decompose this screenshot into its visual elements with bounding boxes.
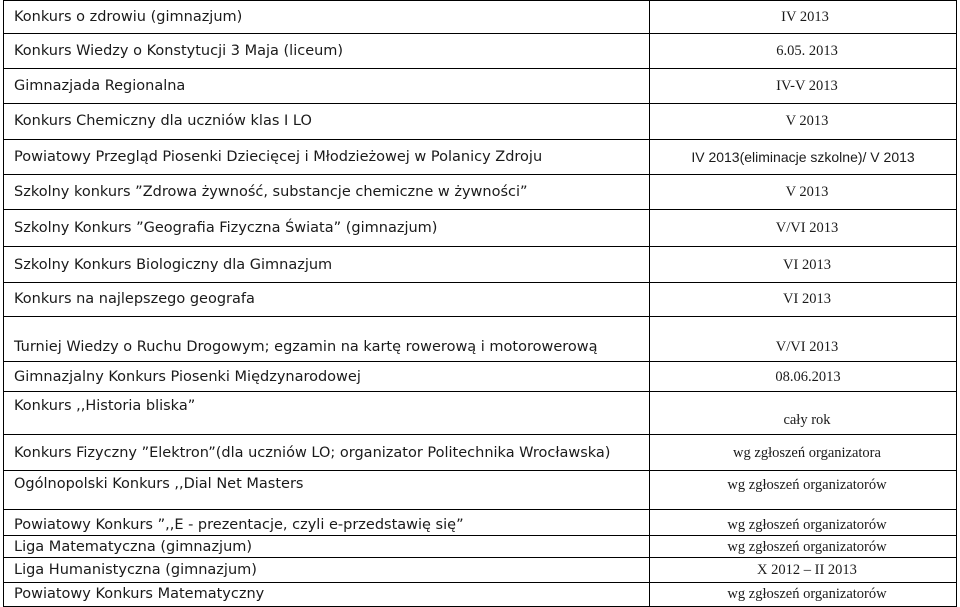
competition-name: Ogólnopolski Konkurs ,,Dial Net Masters (4, 471, 650, 509)
competition-date: X 2012 – II 2013 (650, 558, 957, 582)
competition-date: V 2013 (650, 174, 957, 209)
table-row (4, 68, 957, 103)
table-row (4, 174, 957, 209)
competition-date: cały rok (650, 392, 957, 434)
table-row (4, 316, 957, 362)
table-row (4, 392, 957, 434)
table-row (4, 558, 957, 582)
competition-name: Konkurs na najlepszego geografa (4, 283, 650, 316)
competition-date: V/VI 2013 (650, 316, 957, 362)
competition-name: Liga Humanistyczna (gimnazjum) (4, 558, 650, 582)
table-row (4, 582, 957, 606)
competition-date: V/VI 2013 (650, 210, 957, 246)
competition-date: IV 2013(eliminacje szkolne)/ V 2013 (650, 139, 957, 174)
competition-date: wg zgłoszeń organizatora (650, 434, 957, 470)
table-row (4, 283, 957, 316)
competition-date: VI 2013 (650, 246, 957, 282)
table-row (4, 246, 957, 282)
table-row (4, 104, 957, 139)
table-row (4, 509, 957, 535)
table-row (4, 34, 957, 68)
competition-name: Szkolny konkurs ”Zdrowa żywność, substancje chemiczne w żywności” (4, 174, 650, 209)
competition-name: Szkolny Konkurs ”Geografia Fizyczna Świata” (gimnazjum) (4, 210, 650, 246)
competition-name: Gimnazjalny Konkurs Piosenki Międzynarodowej (4, 362, 650, 392)
table-row (4, 536, 957, 558)
competition-date: 6.05. 2013 (650, 34, 957, 68)
table-row (4, 210, 957, 246)
competition-date: VI 2013 (650, 283, 957, 316)
competition-name: Powiatowy Konkurs ”,,E - prezentacje, czyli e-przedstawię się” (4, 509, 650, 535)
table-row (4, 1, 957, 34)
competition-name: Konkurs ,,Historia bliska” (4, 392, 650, 434)
table-row (4, 362, 957, 392)
competition-name: Konkurs Chemiczny dla uczniów klas I LO (4, 104, 650, 139)
competition-date: IV 2013 (650, 1, 957, 34)
competition-date: wg zgłoszeń organizatorów (650, 471, 957, 509)
competition-name: Gimnazjada Regionalna (4, 68, 650, 103)
competition-name: Szkolny Konkurs Biologiczny dla Gimnazjum (4, 246, 650, 282)
competition-date: wg zgłoszeń organizatorów (650, 582, 957, 606)
competitions-table (3, 0, 957, 607)
competition-name: Konkurs o zdrowiu (gimnazjum) (4, 1, 650, 34)
competition-name: Liga Matematyczna (gimnazjum) (4, 536, 650, 558)
competition-name: Turniej Wiedzy o Ruchu Drogowym; egzamin na kartę rowerową i motorowerową (4, 316, 650, 362)
competition-name: Powiatowy Przegląd Piosenki Dziecięcej i Młodzieżowej w Polanicy Zdroju (4, 139, 650, 174)
competition-date: IV-V 2013 (650, 68, 957, 103)
competition-date: 08.06.2013 (650, 362, 957, 392)
competition-name: Powiatowy Konkurs Matematyczny (4, 582, 650, 606)
table-row (4, 434, 957, 470)
table-row (4, 471, 957, 509)
competition-date: wg zgłoszeń organizatorów (650, 509, 957, 535)
competition-date: V 2013 (650, 104, 957, 139)
competition-name: Konkurs Fizyczny ”Elektron”(dla uczniów LO; organizator Politechnika Wrocławska) (4, 434, 650, 470)
competition-name: Konkurs Wiedzy o Konstytucji 3 Maja (liceum) (4, 34, 650, 68)
table-row (4, 139, 957, 174)
competition-date: wg zgłoszeń organizatorów (650, 536, 957, 558)
